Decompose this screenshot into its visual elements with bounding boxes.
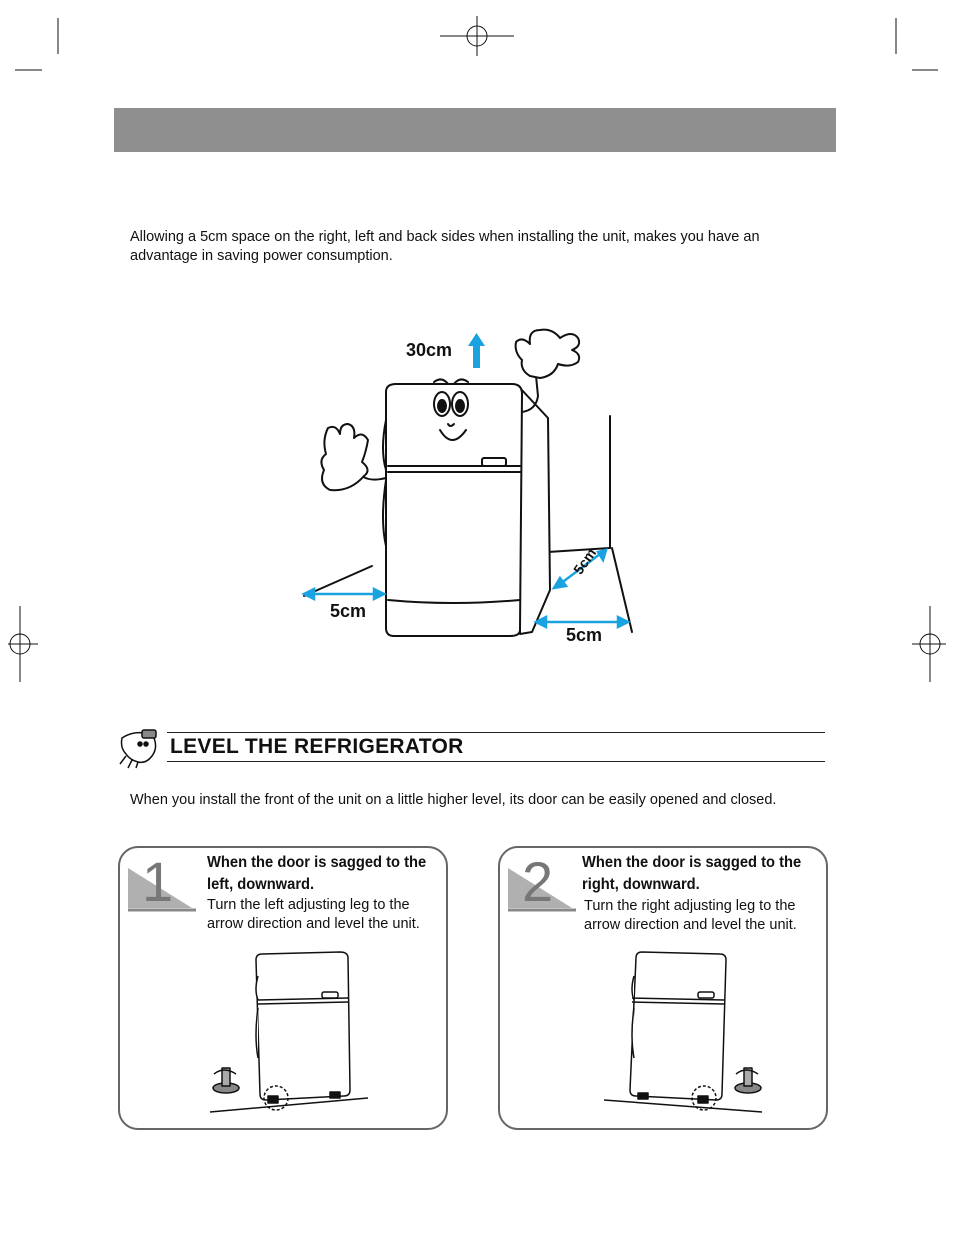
dimension-label-left: 5cm xyxy=(330,601,367,621)
dimension-label-back: 5cm xyxy=(570,545,600,578)
step-2-body-line1: Turn the right adjusting leg to the xyxy=(584,898,796,914)
level-intro-text: When you install the front of the unit on a little higher level, its door can be easily opened and closed. xyxy=(130,792,777,808)
step-2-number: 2 xyxy=(522,850,554,913)
dimension-label-top: 30cm xyxy=(406,340,453,360)
step-2-heading-line1: When the door is sagged to the xyxy=(582,854,802,871)
step-1-heading-line2: left, downward. xyxy=(207,876,315,893)
step-1-body-line2: arrow direction and level the unit. xyxy=(207,916,420,932)
section-rule-bottom xyxy=(167,761,825,762)
step-1-heading-line1: When the door is sagged to the xyxy=(207,854,427,871)
mascot-hand-icon xyxy=(116,728,166,770)
clearance-intro-text: Allowing a 5cm space on the right, left and back sides when installing the unit, makes you have an advantage in saving power consumption. xyxy=(130,229,760,264)
section-rule-top xyxy=(167,732,825,733)
step-1-body-line1: Turn the left adjusting leg to the xyxy=(207,897,410,913)
dimension-label-right: 5cm xyxy=(566,625,603,645)
step-2-body-line2: arrow direction and level the unit. xyxy=(584,917,797,933)
step-1-refrigerator-illustration xyxy=(200,946,460,1126)
section-title: LEVEL THE REFRIGERATOR xyxy=(170,735,464,758)
step-2-box xyxy=(498,846,828,1130)
step-1-number: 1 xyxy=(142,850,174,913)
step-2-heading-line2: right, downward. xyxy=(582,876,700,893)
step-1-box xyxy=(118,846,448,1130)
step-2-refrigerator-illustration xyxy=(580,946,840,1126)
